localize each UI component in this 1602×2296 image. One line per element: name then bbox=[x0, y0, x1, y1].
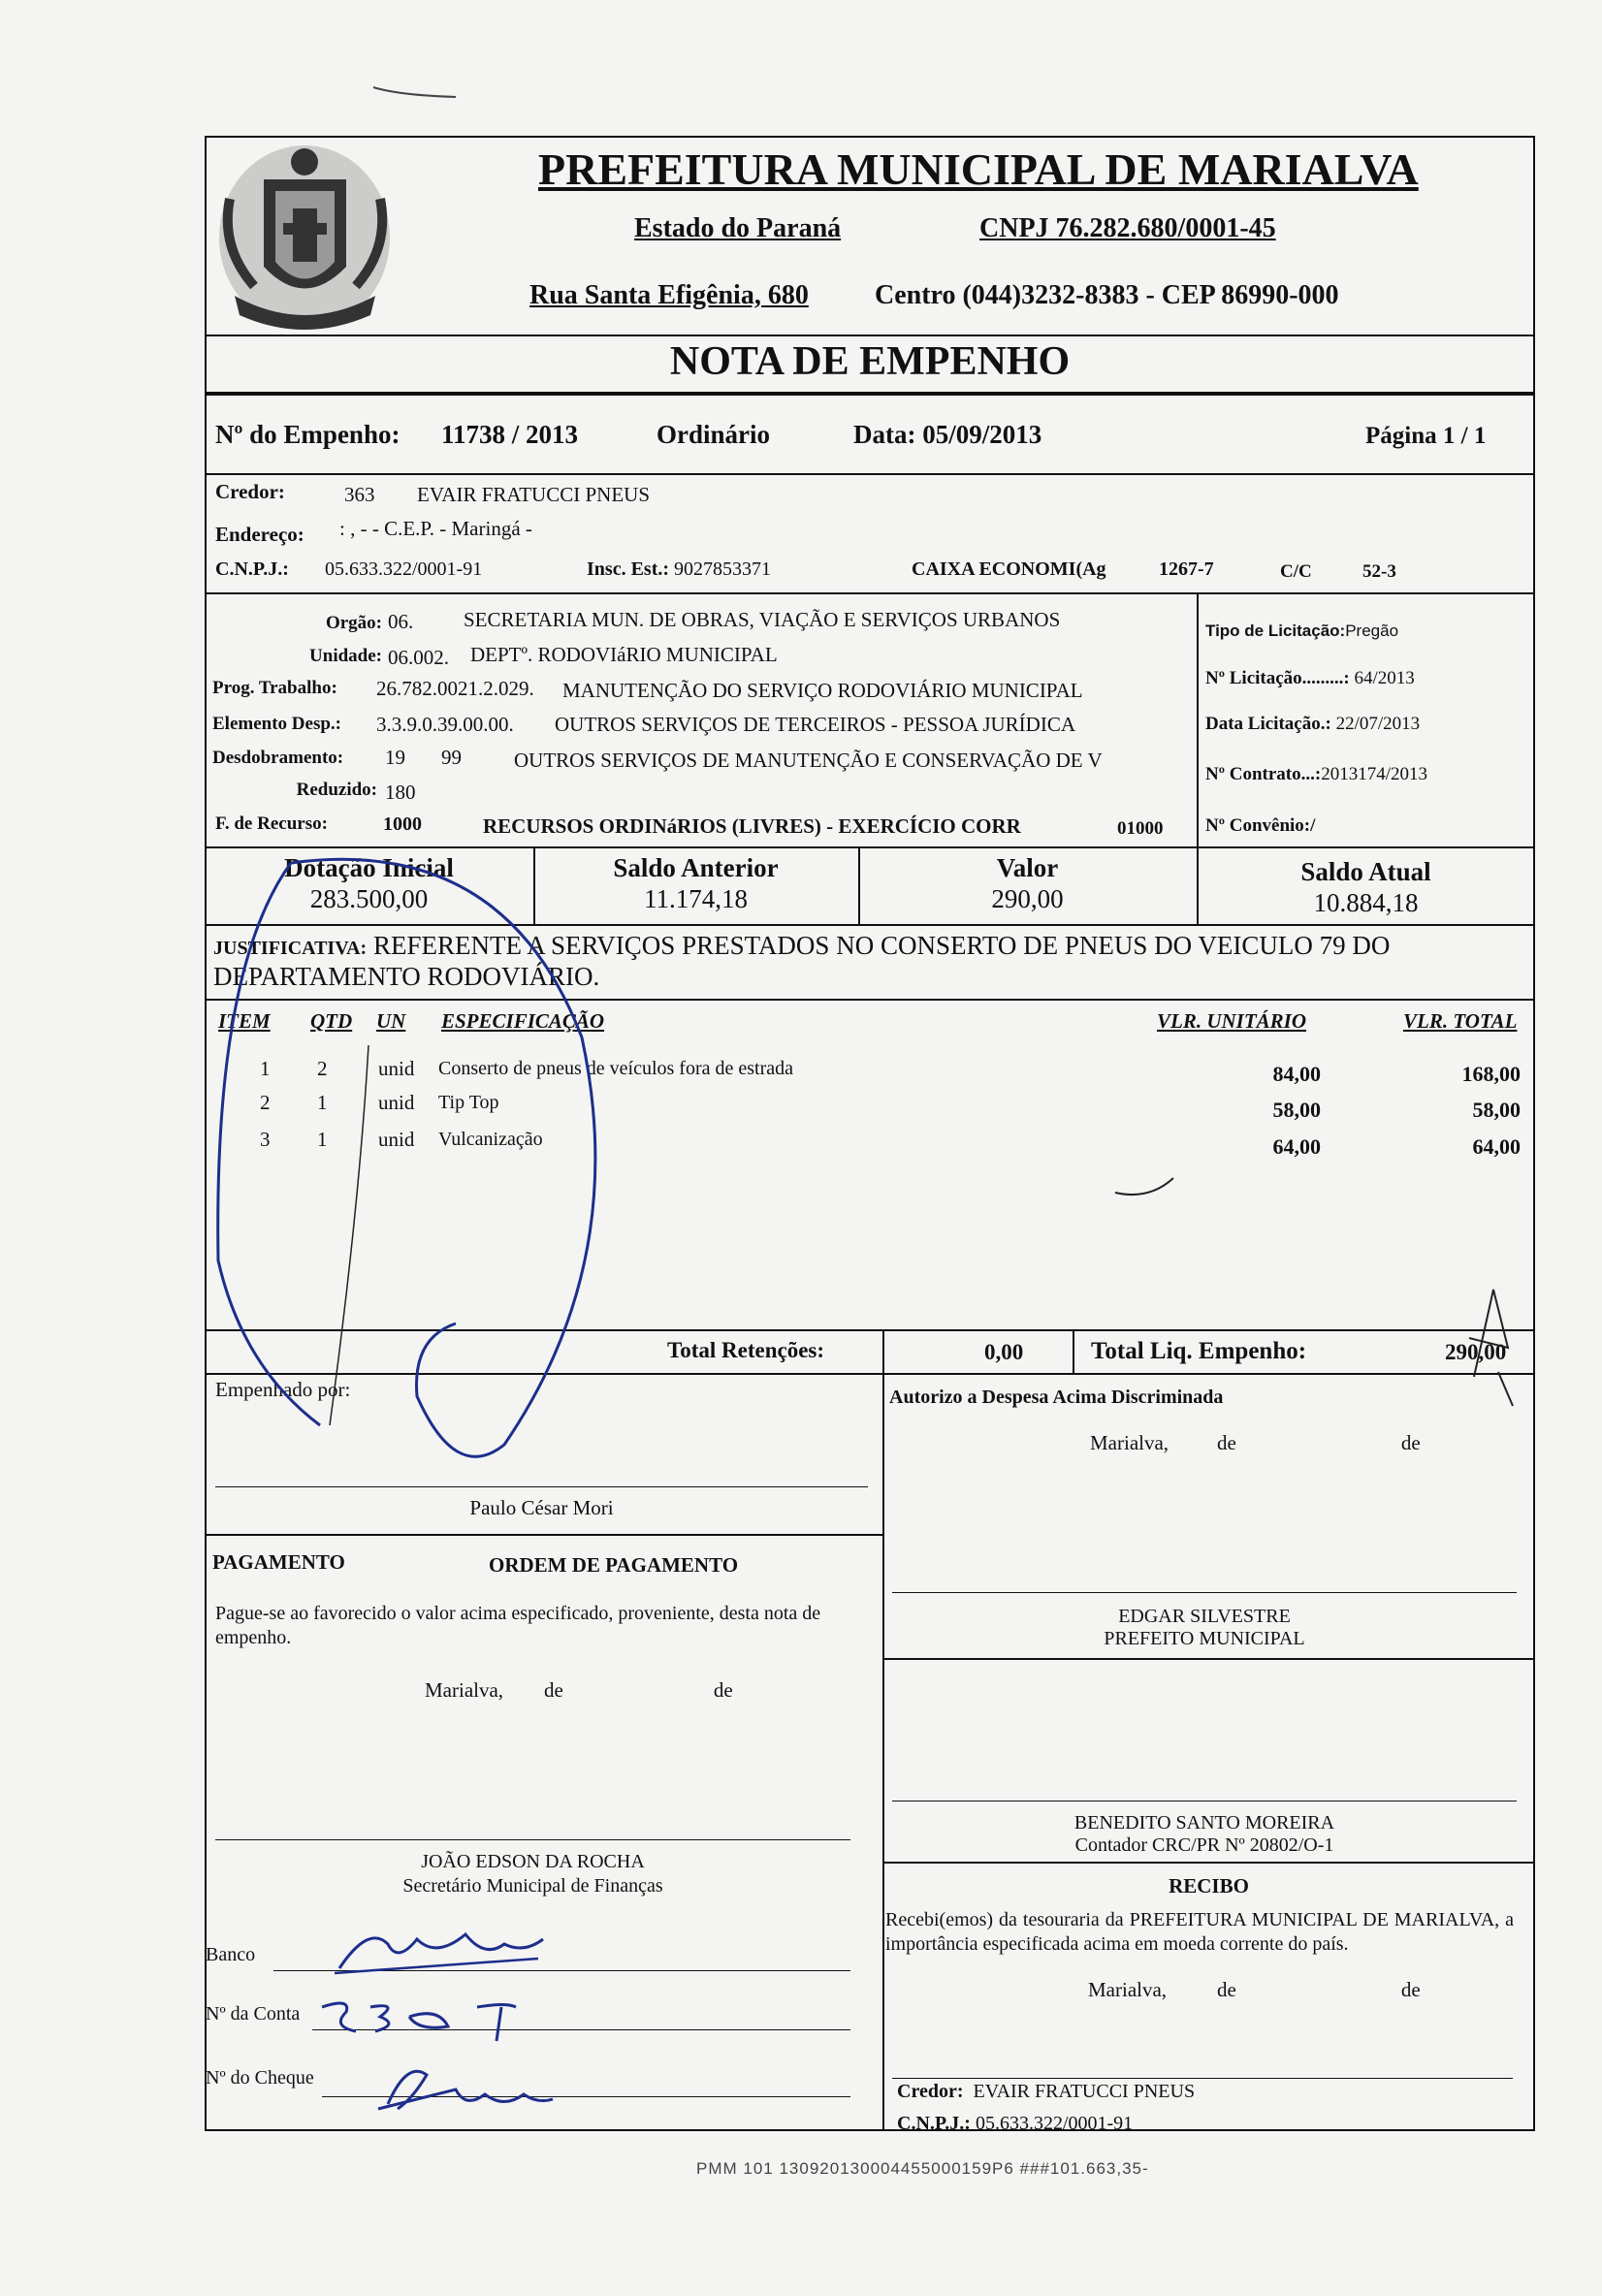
ordem-pagamento: ORDEM DE PAGAMENTO bbox=[489, 1553, 739, 1577]
empenho-date: Data: 05/09/2013 bbox=[853, 420, 1042, 449]
elemento-name: OUTROS SERVIÇOS DE TERCEIROS - PESSOA JURÍDICA bbox=[555, 713, 1076, 736]
insc-label: Insc. Est.: bbox=[587, 558, 670, 580]
seal-icon bbox=[215, 141, 395, 335]
item-spec: Tip Top bbox=[438, 1092, 499, 1113]
address-label: Endereço: bbox=[215, 523, 304, 546]
empenho-label: Nº do Empenho: bbox=[215, 420, 400, 449]
municipal-seal bbox=[215, 141, 395, 335]
credor-agency: 1267-7 bbox=[1159, 558, 1214, 580]
item-qtd: 1 bbox=[317, 1128, 328, 1151]
num-licitacao: Nº Licitação.........: 64/2013 bbox=[1205, 668, 1415, 688]
data-licitacao: Data Licitação.: 22/07/2013 bbox=[1205, 714, 1421, 734]
col-spec: ESPECIFICAÇÃO bbox=[441, 1009, 605, 1033]
contador-role: Contador CRC/PR Nº 20802/O-1 bbox=[1074, 1834, 1334, 1856]
recibo-credor: Credor: EVAIR FRATUCCI PNEUS bbox=[897, 2081, 1196, 2102]
recibo-cnpj: C.N.P.J.: 05.633.322/0001-91 bbox=[897, 2113, 1134, 2134]
recibo-text: Recebi(emos) da tesouraria da PREFEITURA MUNICIPAL DE MARIALVA, a importância especificada acima em moeda corrente do país. bbox=[885, 1909, 1514, 1955]
pagamento-date: Marialva, de de bbox=[425, 1678, 733, 1702]
empenho-type: Ordinário bbox=[657, 420, 771, 449]
credor-name: EVAIR FRATUCCI PNEUS bbox=[417, 483, 650, 506]
address-value: : , - - C.E.P. - Maringá - bbox=[339, 517, 532, 540]
valor-label: Valor bbox=[996, 853, 1059, 882]
unidade-code: 06.002. bbox=[388, 646, 449, 669]
prefeito-name: EDGAR SILVESTRE bbox=[1118, 1606, 1291, 1627]
credor-label: Credor: bbox=[215, 480, 285, 503]
item-qtd: 2 bbox=[317, 1057, 328, 1080]
recurso-label: F. de Recurso: bbox=[215, 813, 328, 834]
credor-cnpj: 05.633.322/0001-91 bbox=[325, 558, 483, 580]
signature-conta bbox=[312, 1988, 545, 2046]
col-item: ITEM bbox=[218, 1009, 271, 1033]
item-number: 2 bbox=[260, 1091, 271, 1114]
cc-value: 52-3 bbox=[1362, 561, 1396, 582]
signature-banco bbox=[330, 1915, 553, 1983]
document-title: NOTA DE EMPENHO bbox=[669, 339, 1071, 384]
pagamento-label: PAGAMENTO bbox=[212, 1550, 345, 1574]
credor-cnpj-label: C.N.P.J.: bbox=[215, 558, 289, 580]
desdobramento-b: 99 bbox=[441, 746, 462, 769]
empenho-number: 11738 / 2013 bbox=[441, 420, 579, 449]
dotacao-inicial-label: Dotação Inicial bbox=[284, 853, 454, 882]
col-total: VLR. TOTAL bbox=[1403, 1009, 1518, 1033]
unidade-name: DEPTº. RODOVIáRIO MUNICIPAL bbox=[470, 643, 778, 666]
header-cnpj: CNPJ 76.282.680/0001-45 bbox=[979, 213, 1276, 243]
header-contact: Centro (044)3232-8383 - CEP 86990-000 bbox=[875, 280, 1339, 310]
item-unit-value: 64,00 bbox=[1272, 1134, 1321, 1159]
recurso-extra: 01000 bbox=[1117, 818, 1164, 839]
item-spec: Vulcanização bbox=[438, 1129, 543, 1150]
item-unit-value: 58,00 bbox=[1272, 1098, 1321, 1122]
desdobramento-name: OUTROS SERVIÇOS DE MANUTENÇÃO E CONSERVAÇÃO DE V bbox=[514, 749, 1103, 772]
prog-name: MANUTENÇÃO DO SERVIÇO RODOVIÁRIO MUNICIPAL bbox=[562, 679, 1083, 702]
total-liquido-value: 290,00 bbox=[1445, 1340, 1507, 1364]
valor-value: 290,00 bbox=[991, 884, 1064, 913]
credor-bank: CAIXA ECONOMI(Ag bbox=[912, 558, 1106, 580]
orgao-label: Orgão: bbox=[325, 613, 382, 633]
saldo-anterior-value: 11.174,18 bbox=[644, 884, 748, 913]
empenhado-name: Paulo César Mori bbox=[469, 1496, 614, 1519]
tipo-licitacao-label: Tipo de Licitação:Pregão bbox=[1205, 622, 1399, 640]
credor-code: 363 bbox=[344, 483, 375, 506]
saldo-atual-value: 10.884,18 bbox=[1313, 888, 1419, 917]
item-total-value: 64,00 bbox=[1472, 1134, 1521, 1159]
prog-code: 26.782.0021.2.029. bbox=[376, 677, 534, 700]
desdobramento-a: 19 bbox=[385, 746, 405, 769]
secretario-name: JOÃO EDSON DA ROCHA bbox=[421, 1851, 645, 1872]
col-un: UN bbox=[376, 1009, 406, 1033]
recibo-title: RECIBO bbox=[1169, 1874, 1249, 1897]
orgao-code: 06. bbox=[388, 610, 414, 633]
dotacao-inicial-value: 283.500,00 bbox=[309, 884, 429, 913]
item-total-value: 168,00 bbox=[1461, 1062, 1521, 1086]
contrato: Nº Contrato...:2013174/2013 bbox=[1205, 764, 1427, 784]
pagamento-text: Pague-se ao favorecido o valor acima especificado, proveniente, desta nota de empenho. bbox=[215, 1603, 821, 1648]
justification-line1: JUSTIFICATIVA: REFERENTE A SERVIÇOS PRESTADOS NO CONSERTO DE PNEUS DO VEICULO 79 DO bbox=[213, 931, 1391, 960]
item-spec: Conserto de pneus de veículos fora de estrada bbox=[438, 1058, 793, 1079]
justification-line2: DEPARTAMENTO RODOVIÁRIO. bbox=[213, 962, 600, 991]
insc-value: 9027853371 bbox=[674, 558, 771, 580]
reduzido-code: 180 bbox=[385, 781, 416, 804]
orgao-name: SECRETARIA MUN. DE OBRAS, VIAÇÃO E SERVIÇOS URBANOS bbox=[464, 608, 1061, 631]
unidade-label: Unidade: bbox=[309, 646, 382, 666]
col-qtd: QTD bbox=[310, 1009, 353, 1033]
total-liquido-label: Total Liq. Empenho: bbox=[1091, 1338, 1307, 1364]
elemento-label: Elemento Desp.: bbox=[212, 714, 341, 734]
item-un: unid bbox=[378, 1128, 415, 1151]
header-street: Rua Santa Efigênia, 680 bbox=[529, 280, 809, 310]
desdobramento-label: Desdobramento: bbox=[212, 748, 344, 768]
col-unit: VLR. UNITÁRIO bbox=[1157, 1009, 1307, 1033]
recurso-name: RECURSOS ORDINáRIOS (LIVRES) - EXERCÍCIO CORR bbox=[483, 814, 1021, 838]
convenio: Nº Convênio:/ bbox=[1205, 815, 1316, 836]
item-number: 1 bbox=[260, 1057, 271, 1080]
conta-label: Nº da Conta bbox=[206, 2003, 301, 2025]
item-number: 3 bbox=[260, 1128, 271, 1151]
contador-name: BENEDITO SANTO MOREIRA bbox=[1073, 1812, 1335, 1834]
cc-label: C/C bbox=[1280, 561, 1312, 582]
header-title: PREFEITURA MUNICIPAL DE MARIALVA bbox=[538, 144, 1419, 194]
autorizo-text: Autorizo a Despesa Acima Discriminada bbox=[889, 1387, 1224, 1408]
item-qtd: 1 bbox=[317, 1091, 328, 1114]
footer-code: PMM 101 130920130004455000159P6 ###101.663,35- bbox=[696, 2159, 1149, 2178]
saldo-atual-label: Saldo Atual bbox=[1300, 857, 1431, 886]
header-state: Estado do Paraná bbox=[634, 213, 842, 243]
elemento-code: 3.3.9.0.39.00.00. bbox=[376, 713, 514, 736]
autorizo-date: Marialva, de de bbox=[1090, 1431, 1421, 1454]
prefeito-role: PREFEITO MUNICIPAL bbox=[1104, 1628, 1305, 1649]
signature-cheque bbox=[368, 2056, 562, 2123]
recurso-code: 1000 bbox=[383, 813, 422, 835]
banco-label: Banco bbox=[206, 1944, 256, 1965]
reduzido-label: Reduzido: bbox=[296, 780, 377, 800]
item-total-value: 58,00 bbox=[1472, 1098, 1521, 1122]
empenhado-label: Empenhado por: bbox=[215, 1378, 351, 1401]
secretario-role: Secretário Municipal de Finanças bbox=[402, 1875, 663, 1897]
empenho-page: Página 1 / 1 bbox=[1365, 423, 1487, 449]
item-un: unid bbox=[378, 1091, 415, 1114]
recibo-date: Marialva, de de bbox=[1088, 1978, 1421, 2001]
item-unit-value: 84,00 bbox=[1272, 1062, 1321, 1086]
prog-label: Prog. Trabalho: bbox=[212, 678, 337, 698]
total-retencoes-value: 0,00 bbox=[984, 1340, 1024, 1364]
saldo-anterior-label: Saldo Anterior bbox=[613, 853, 779, 882]
cheque-label: Nº do Cheque bbox=[206, 2067, 314, 2089]
total-retencoes-label: Total Retenções: bbox=[667, 1338, 825, 1362]
item-un: unid bbox=[378, 1057, 415, 1080]
